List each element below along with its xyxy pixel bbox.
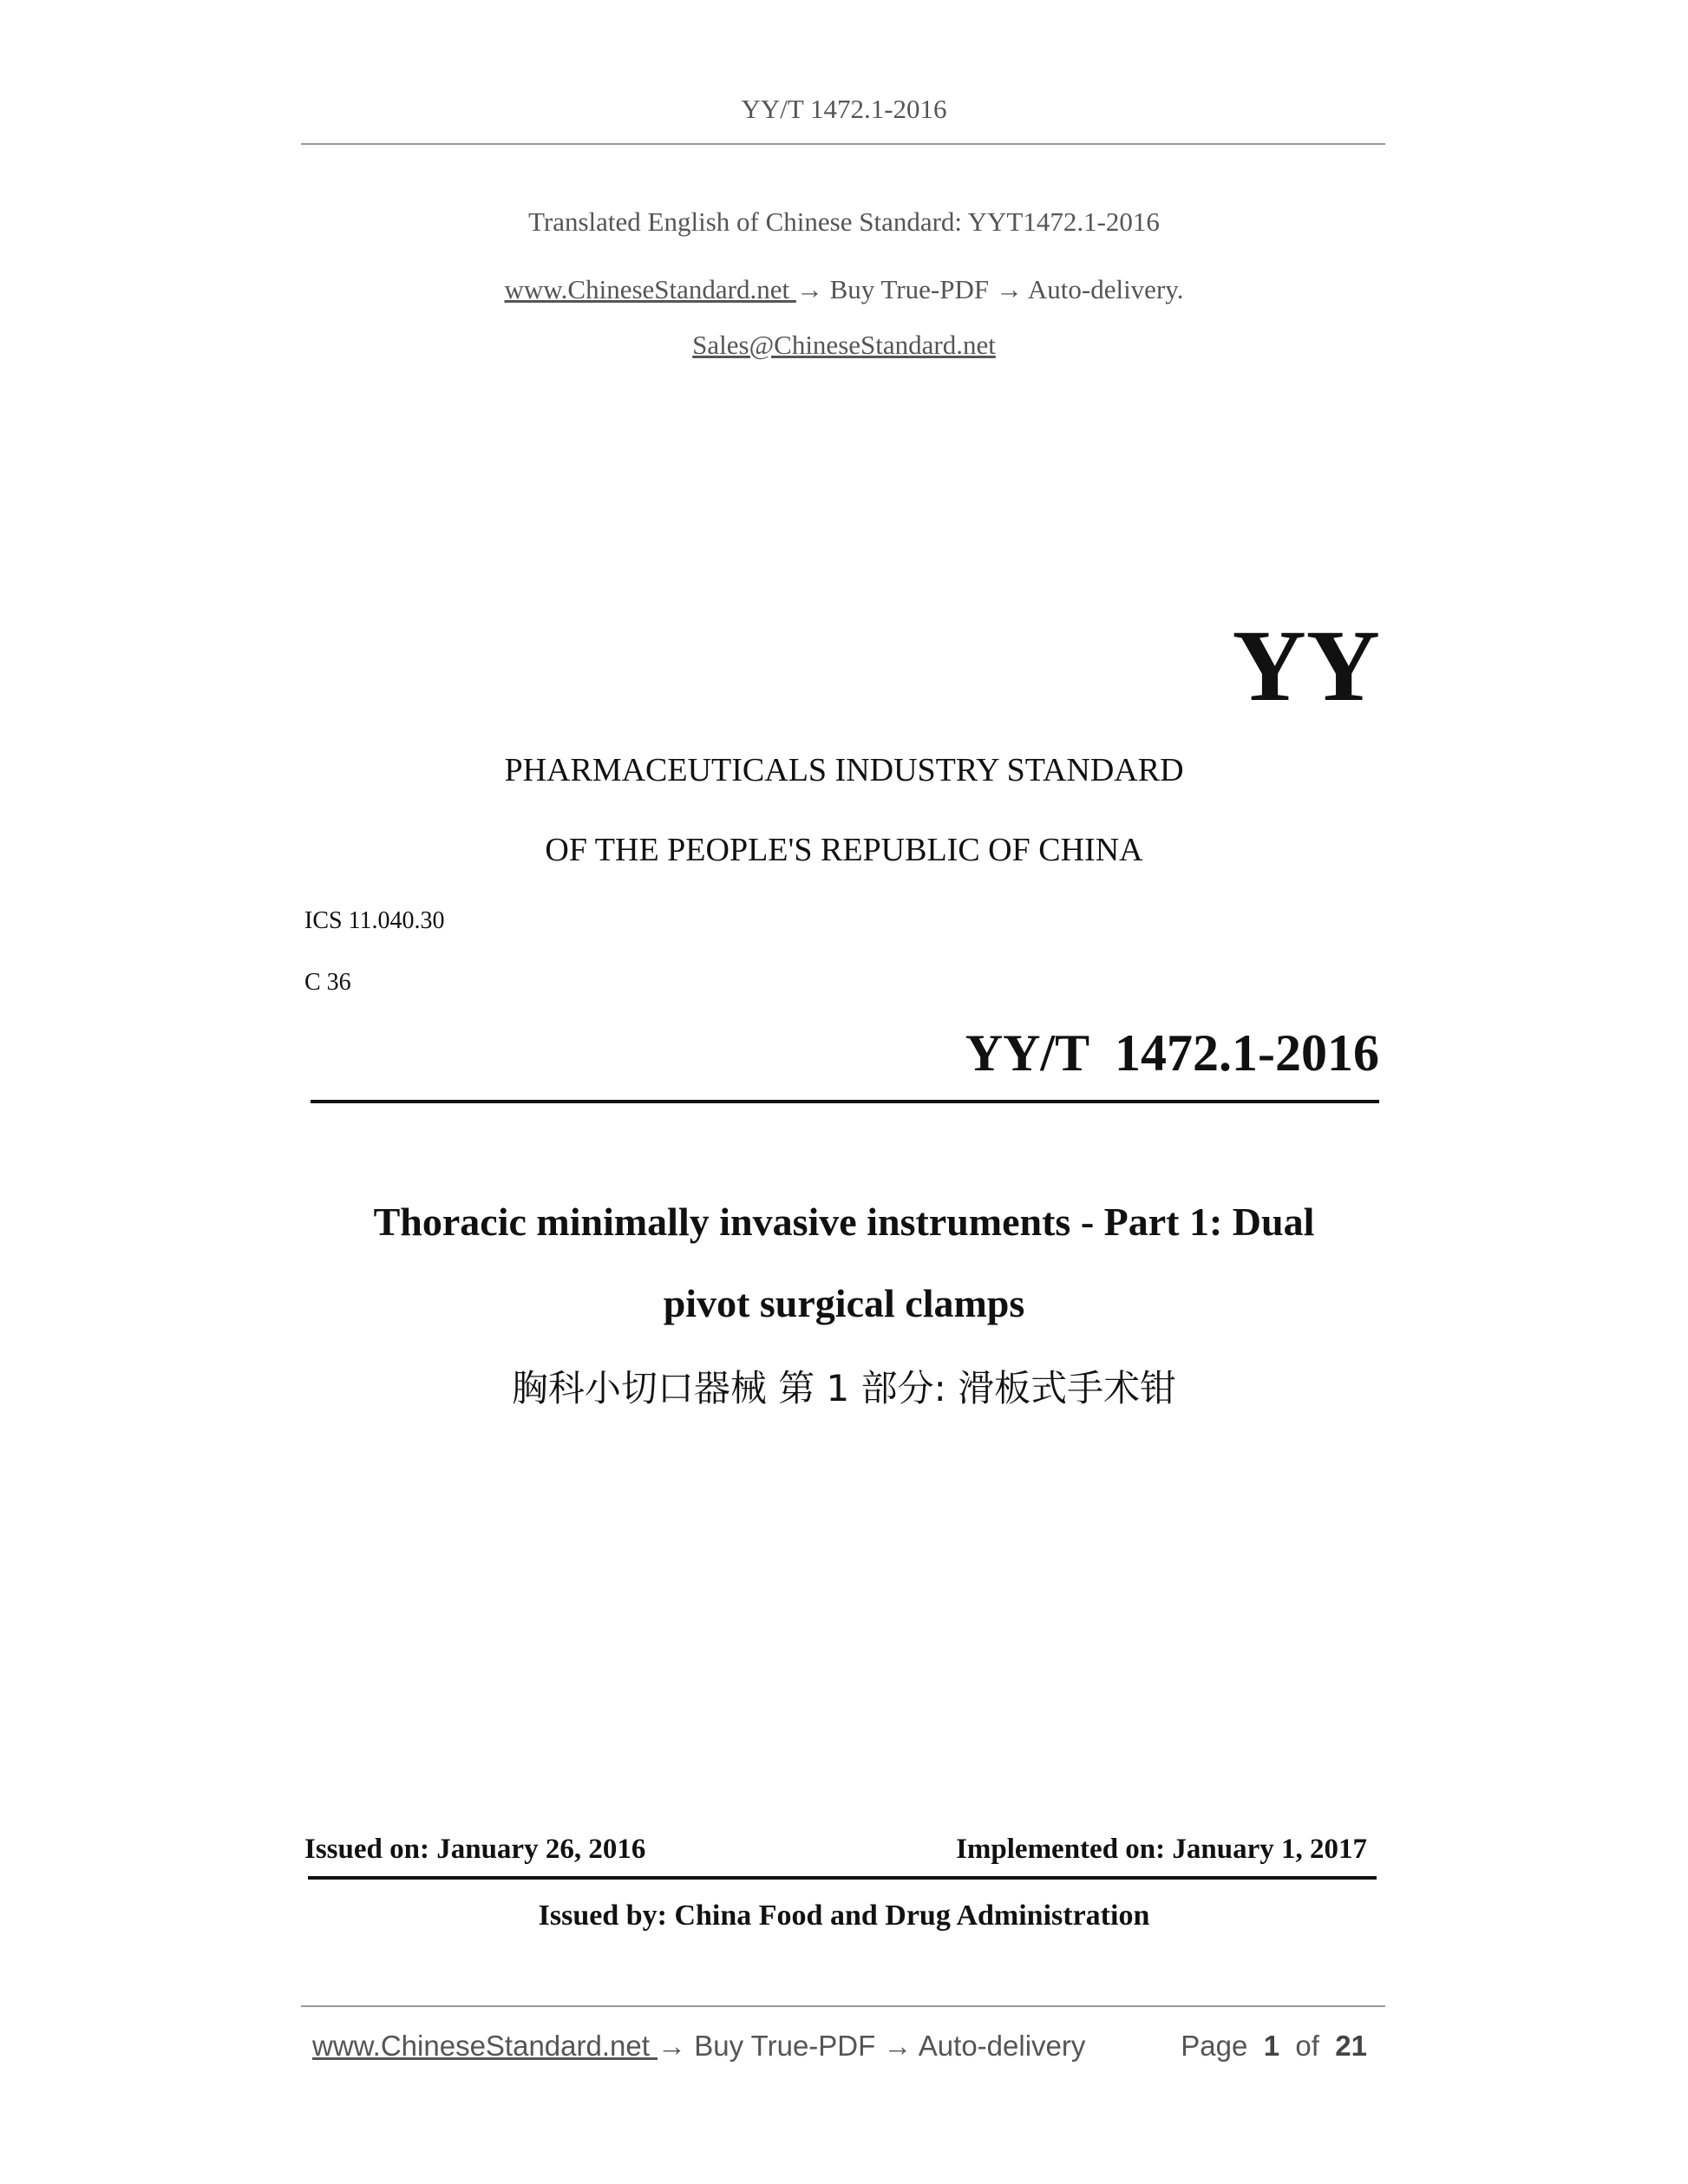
page-indicator: [1181, 2030, 1367, 2063]
buy-line: [0, 274, 1688, 305]
chinese-title: 胸科小切口器械 第 1 部分: 滑板式手术钳: [511, 1367, 1177, 1409]
english-title-line2: pivot surgical clamps: [663, 1281, 1025, 1325]
industry-title-line1: PHARMACEUTICALS INDUSTRY STANDARD: [504, 752, 1184, 788]
ics-code: ICS 11.040.30: [304, 907, 445, 934]
standard-number: YY/T 1472.1-2016: [965, 1024, 1379, 1082]
page-label: Page: [1181, 2030, 1248, 2062]
sales-email-link[interactable]: Sales@ChineseStandard.net: [692, 330, 996, 360]
footer-divider: [301, 2005, 1385, 2007]
english-title-line1: Thoracic minimally invasive instruments - Part 1: Dual: [373, 1200, 1315, 1244]
issued-on-date: Issued on: January 26, 2016: [304, 1834, 646, 1865]
issued-by: Issued by: China Food and Drug Administration: [538, 1900, 1150, 1932]
site-link[interactable]: www.ChineseStandard.net: [504, 274, 796, 304]
standard-code-letters: YY: [1232, 609, 1380, 723]
footer-site-link[interactable]: www.ChineseStandard.net: [312, 2030, 658, 2062]
title-divider: [311, 1100, 1379, 1103]
footer-buy-line: [312, 2030, 1085, 2063]
footer-buy-text: → Buy True-PDF → Auto-delivery: [658, 2030, 1086, 2062]
email-line: [0, 330, 1688, 361]
issued-divider: [308, 1876, 1377, 1880]
ccs-code: C 36: [304, 969, 351, 996]
page-number: 1: [1263, 2030, 1280, 2062]
header-divider: [301, 143, 1385, 145]
of-label: of: [1295, 2030, 1319, 2062]
buy-text: → Buy True-PDF → Auto-delivery.: [795, 274, 1184, 304]
running-header: YY/T 1472.1-2016: [741, 94, 947, 124]
page-total: 21: [1335, 2030, 1367, 2062]
industry-title-line2: OF THE PEOPLE'S REPUBLIC OF CHINA: [545, 832, 1143, 868]
translated-notice: Translated English of Chinese Standard: YYT1472.1-2016: [528, 206, 1160, 237]
implemented-on-date: Implemented on: January 1, 2017: [956, 1834, 1367, 1865]
